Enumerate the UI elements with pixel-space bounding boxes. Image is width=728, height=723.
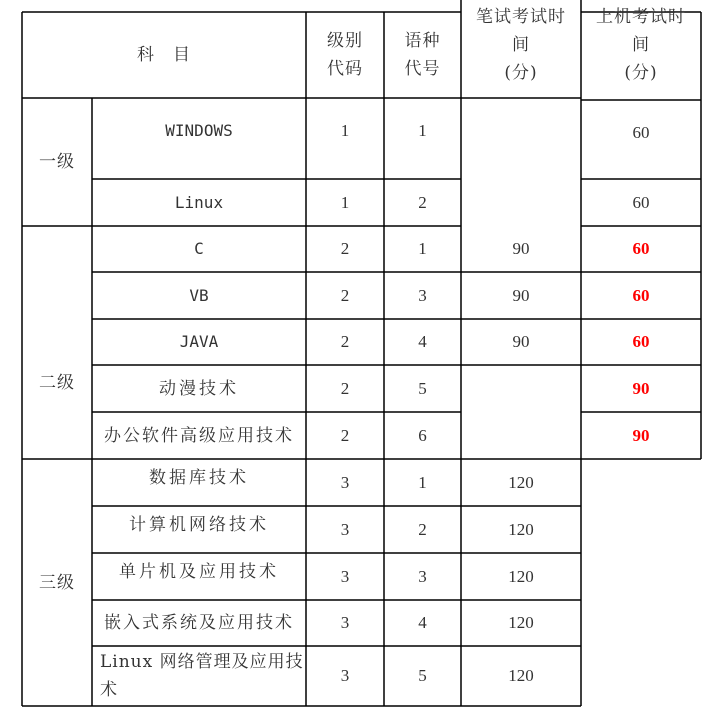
table-row-level: 3 bbox=[340, 613, 350, 632]
header-written-line2: 间 bbox=[512, 35, 530, 55]
table-row-subject: Linux bbox=[174, 192, 224, 212]
table-row-lang: 5 bbox=[418, 666, 427, 685]
table-row-written: 120 bbox=[508, 666, 534, 685]
table-row-level: 1 bbox=[340, 121, 350, 140]
header-subject: 科 目 bbox=[137, 45, 191, 65]
table-row-level: 3 bbox=[340, 666, 350, 685]
level-label-1: 一级 bbox=[39, 152, 75, 172]
table-row-lang: 2 bbox=[418, 192, 427, 212]
level-label-3: 三级 bbox=[39, 572, 75, 593]
table-row-computer: 60 bbox=[632, 123, 650, 142]
table-row-subject: 数据库技术 bbox=[149, 468, 249, 488]
table-row-level: 2 bbox=[340, 332, 350, 351]
table-row-level: 2 bbox=[340, 285, 350, 305]
table-row-subject: JAVA bbox=[179, 332, 219, 351]
header-level-code-line2: 代码 bbox=[327, 59, 363, 79]
table-row-level: 2 bbox=[340, 425, 350, 445]
table-row-written: 120 bbox=[508, 519, 534, 539]
table-row-lang: 4 bbox=[418, 332, 427, 351]
header-computer-line2: 间 bbox=[632, 35, 650, 55]
header-computer-line3: (分) bbox=[624, 63, 658, 83]
table-row-level: 2 bbox=[340, 239, 350, 258]
header-lang-code bbox=[384, 12, 461, 98]
table-row-level: 3 bbox=[340, 472, 350, 492]
table-row-subject: Linux 网络管理及应用技术 bbox=[100, 652, 304, 700]
level-label-2: 二级 bbox=[39, 373, 75, 393]
table-row-subject: WINDOWS bbox=[165, 121, 233, 140]
table-row-subject: VB bbox=[189, 285, 209, 305]
header-lang-code-line2: 代号 bbox=[404, 59, 441, 79]
table-row-level: 2 bbox=[340, 378, 350, 398]
header-computer-line1: 上机考试时 bbox=[596, 7, 686, 27]
table-row-computer: 60 bbox=[632, 192, 650, 212]
header-lang-code-line1: 语种 bbox=[404, 31, 441, 51]
header-level-code-line1: 级别 bbox=[327, 31, 363, 51]
table-row-subject: 单片机及应用技术 bbox=[119, 562, 279, 582]
table-row-lang: 4 bbox=[418, 613, 427, 632]
table-row-subject: C bbox=[194, 239, 204, 258]
table-row-computer: 60 bbox=[632, 285, 650, 305]
table-row-written: 120 bbox=[508, 472, 534, 492]
table-row-written: 120 bbox=[508, 566, 534, 586]
table-row-written: 90 bbox=[512, 239, 530, 258]
table-row-computer: 90 bbox=[632, 425, 650, 445]
table-row-computer: 60 bbox=[632, 239, 650, 258]
table-row-lang: 1 bbox=[418, 121, 427, 140]
table-row-written: 120 bbox=[508, 613, 534, 632]
table-row-lang: 3 bbox=[418, 285, 427, 305]
table-row-computer: 90 bbox=[632, 378, 650, 398]
table-row-lang: 1 bbox=[418, 472, 427, 492]
table-row-level: 3 bbox=[340, 566, 350, 586]
table-row-computer: 60 bbox=[632, 332, 650, 351]
table-row-lang: 1 bbox=[418, 239, 427, 258]
table-row-lang: 3 bbox=[418, 566, 427, 586]
header-written-time bbox=[461, 0, 581, 98]
header-level-code bbox=[306, 12, 384, 98]
table-row-lang: 5 bbox=[418, 378, 427, 398]
table-row-level: 3 bbox=[340, 519, 350, 539]
table-row-subject: 计算机网络技术 bbox=[129, 515, 269, 535]
header-computer-time bbox=[581, 0, 701, 100]
table-row-lang: 2 bbox=[418, 519, 427, 539]
table-row-lang: 6 bbox=[418, 425, 427, 445]
header-written-line3: (分) bbox=[504, 63, 538, 83]
table-row-subject: 嵌入式系统及应用技术 bbox=[104, 613, 294, 633]
header-written-line1: 笔试考试时 bbox=[476, 7, 566, 27]
table-row-level: 1 bbox=[340, 192, 350, 212]
table-row-written: 90 bbox=[512, 332, 530, 351]
table-row-subject: 动漫技术 bbox=[159, 378, 239, 399]
table-row-subject: 办公软件高级应用技术 bbox=[104, 425, 294, 446]
table-row-written: 90 bbox=[512, 285, 530, 305]
